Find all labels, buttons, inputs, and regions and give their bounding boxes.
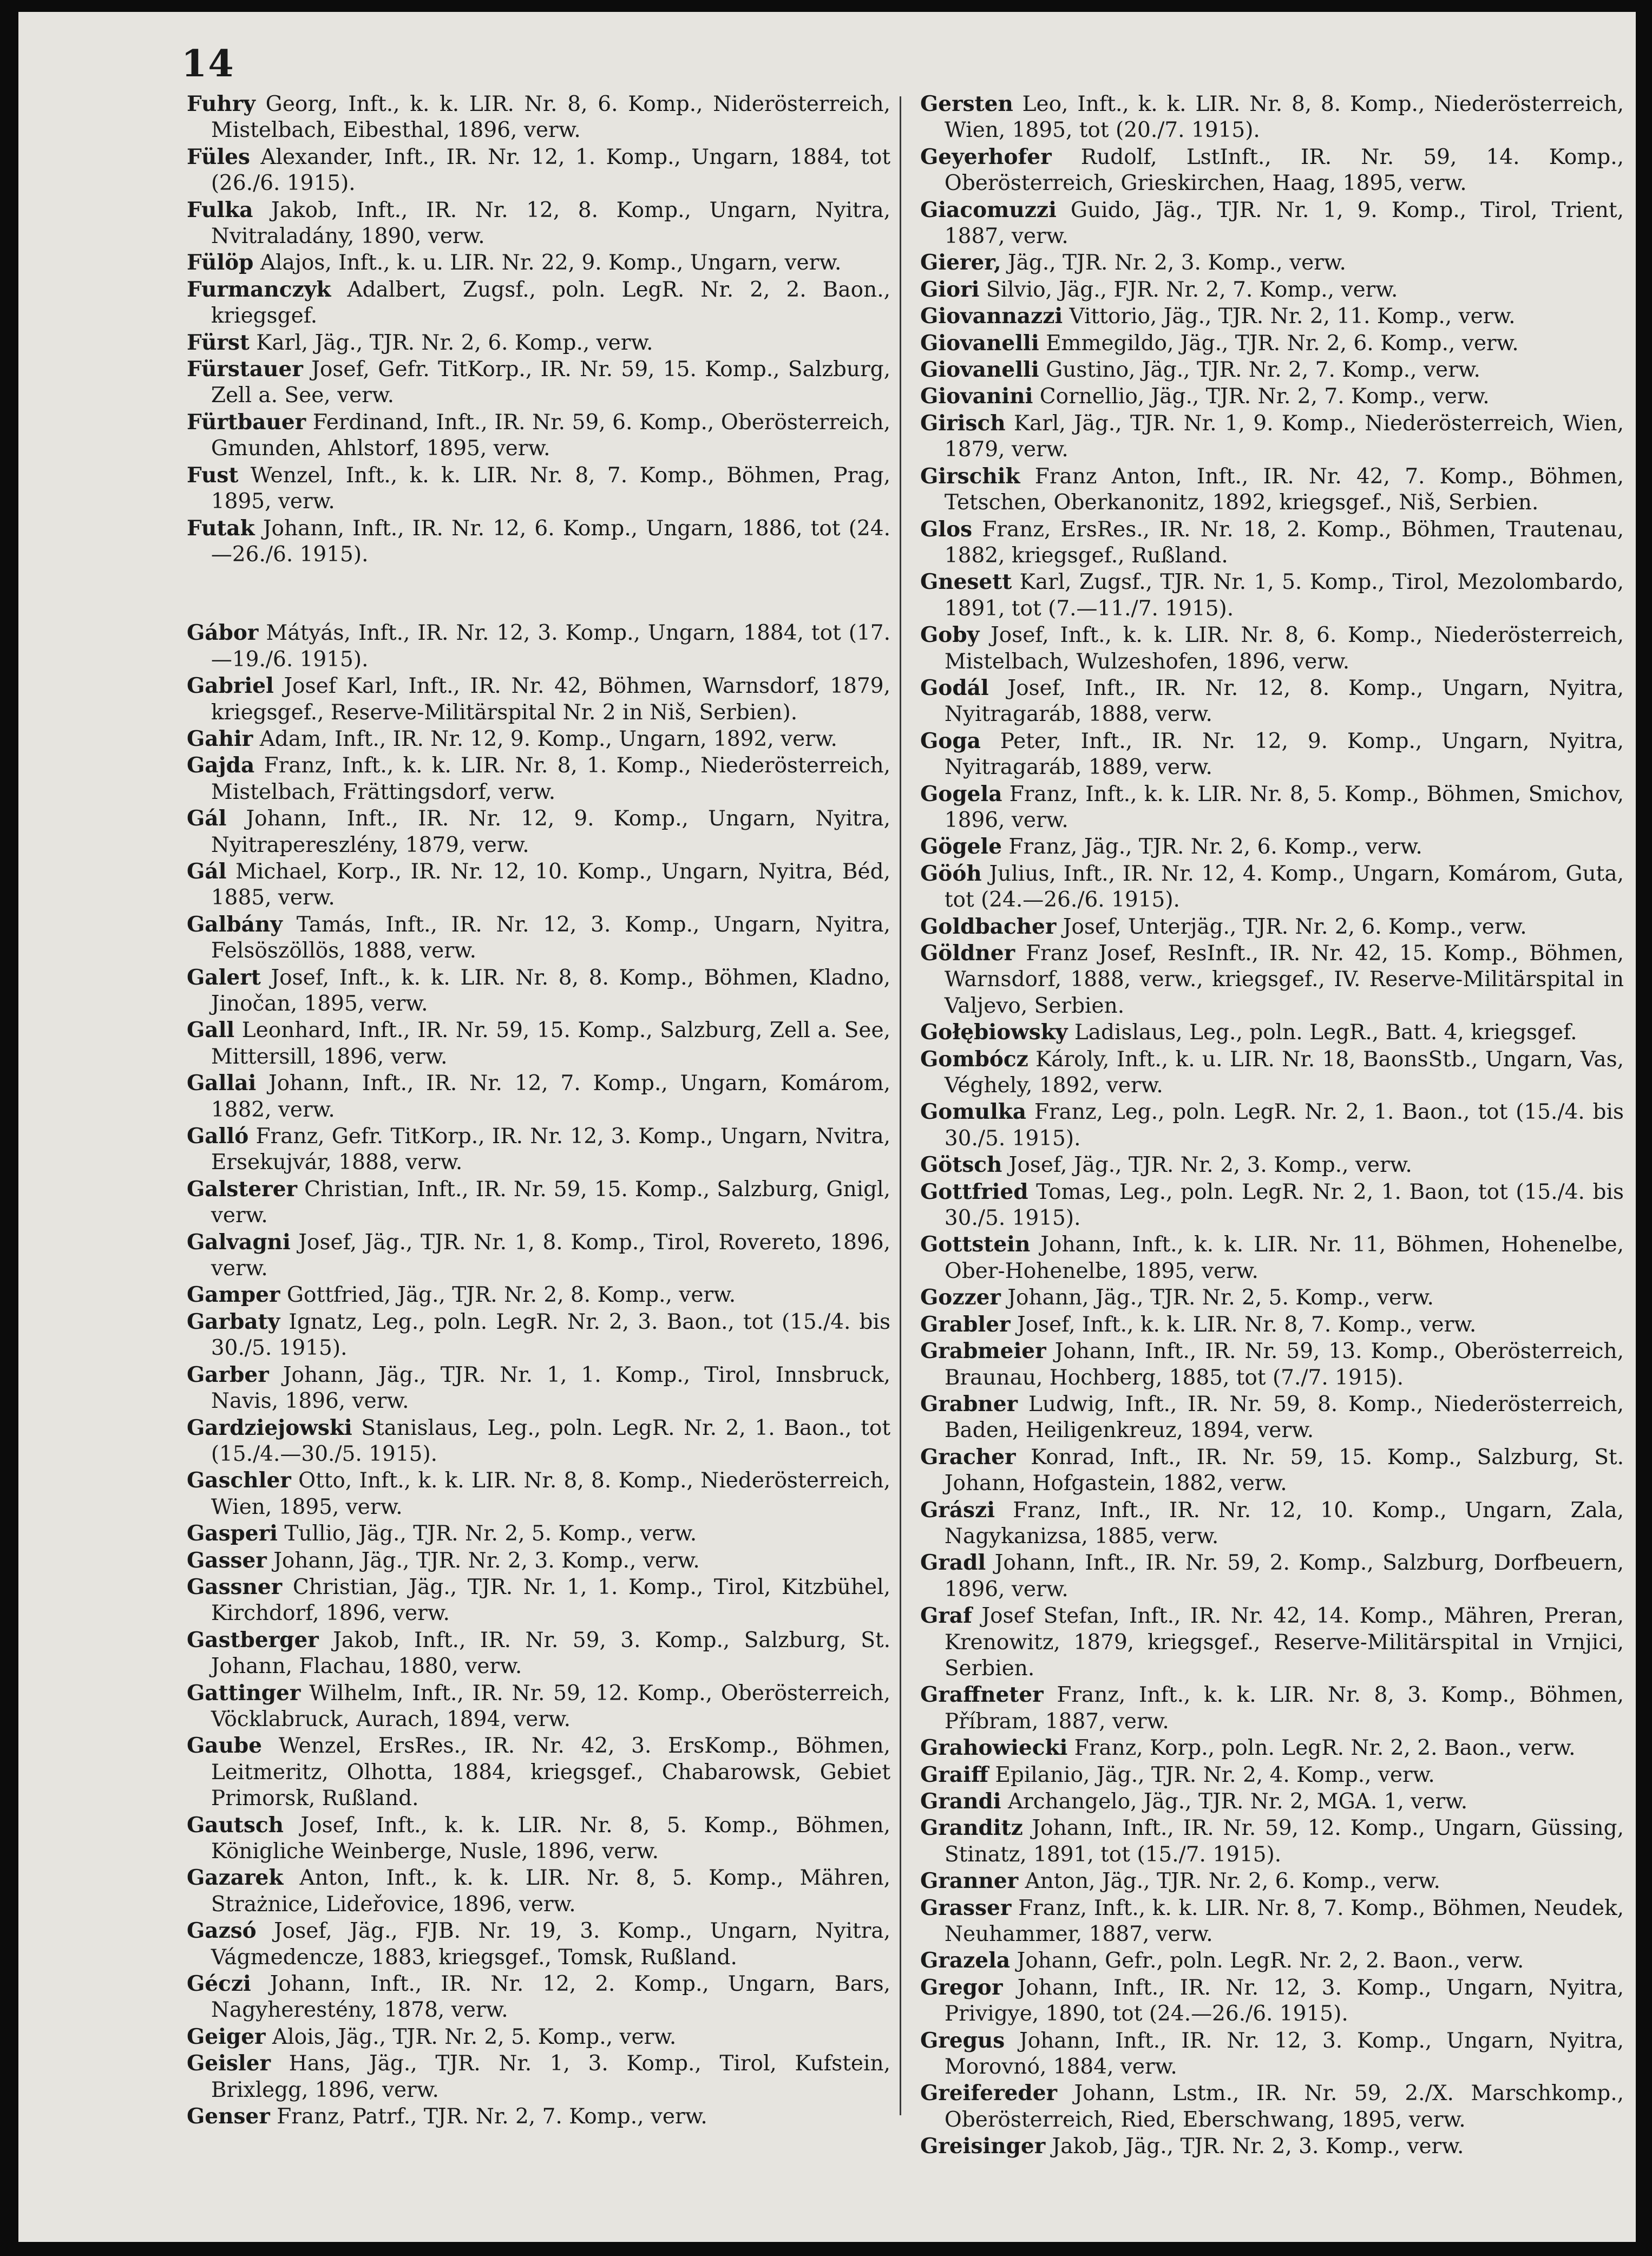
list-item [187,752,890,805]
list-item [920,1046,1624,1099]
surname: Gottfried [920,1179,1028,1204]
entry-details: Archangelo, Jäg., TJR. Nr. 2, MGA. 1, verw. [1001,1789,1468,1814]
surname: Giori [920,277,980,302]
entry-details: Franz Josef, ResInft., IR. Nr. 42, 15. Komp., Böhmen, Warnsdorf, 1888, verw., kriegsgef., IV. Reserve-Militärspital in Valjevo, Serbien. [944,941,1624,1018]
list-item [920,1550,1624,1603]
surname: Graiff [920,1762,988,1787]
surname: Galert [187,965,261,990]
surname: Gall [187,1018,235,1043]
list-item [187,1070,890,1123]
list-item [187,911,890,965]
surname: Gattinger [187,1680,301,1706]
entry-details: Franz, Inft., k. k. LIR. Nr. 8, 7. Komp., Böhmen, Neudek, Neuhammer, 1887, verw. [944,1896,1624,1947]
entry-details: Christian, Jäg., TJR. Nr. 1, 1. Komp., Tirol, Kitzbühel, Kirchdorf, 1896, verw. [211,1575,890,1626]
entry-details: Karl, Jäg., TJR. Nr. 2, 6. Komp., verw. [249,330,653,355]
list-item [187,805,890,858]
entry-details: Franz, Inft., k. k. LIR. Nr. 8, 5. Komp., Böhmen, Smichov, 1896, verw. [944,782,1624,832]
surname: Granditz [920,1815,1023,1841]
surname: Girisch [920,410,1006,436]
surname: Gazarek [187,1865,284,1891]
entry-details: Ladislaus, Leg., poln. LegR., Batt. 4, kriegsgef. [1067,1020,1577,1045]
list-item [187,409,890,462]
entry-details: Johann, Inft., IR. Nr. 59, 2. Komp., Salzburg, Dorfbeuern, 1896, verw. [944,1551,1624,1602]
surname: Glos [920,516,973,542]
entry-details: Ignatz, Leg., poln. LegR. Nr. 2, 3. Baon., tot (15./4. bis 30./5. 1915). [211,1309,890,1361]
surname: Fust [187,462,239,488]
surname: Greifereder [920,2081,1058,2106]
list-item [187,356,890,409]
entry-details: Tullio, Jäg., TJR. Nr. 2, 5. Komp., verw. [277,1522,697,1546]
surname: Granner [920,1868,1019,1894]
entry-details: Emmegildo, Jäg., TJR. Nr. 2, 6. Komp., verw. [1039,331,1519,356]
entry-details: Ferdinand, Inft., IR. Nr. 59, 6. Komp., Oberösterreich, Gmunden, Ahlstorf, 1895, verw. [211,410,890,461]
list-item [920,330,1624,357]
surname: Garbaty [187,1309,280,1334]
list-item [187,515,890,568]
list-item [920,675,1624,728]
list-item [920,1231,1624,1284]
surname: Futak [187,515,255,541]
entry-details: Anton, Inft., k. k. LIR. Nr. 8, 5. Komp., Mähren, Strażnice, Lideřovice, 1896, verw. [211,1866,890,1917]
surname: Grasser [920,1895,1012,1920]
list-item [187,197,890,250]
surname: Gombócz [920,1046,1028,1072]
entry-details: Franz Anton, Inft., IR. Nr. 42, 7. Komp., Böhmen, Tetschen, Oberkanonitz, 1892, kriegsgef., Niš, Serbien. [944,464,1624,515]
entry-details: Josef, Unterjäg., TJR. Nr. 2, 6. Komp., verw. [1056,914,1527,939]
entry-details: Georg, Inft., k. k. LIR. Nr. 8, 6. Komp., Niderösterreich, Mistelbach, Eibesthal, 1896, verw. [211,92,890,143]
list-item [920,516,1624,569]
entry-details: Franz, Inft., k. k. LIR. Nr. 8, 3. Komp., Böhmen, Příbram, 1887, verw. [944,1683,1624,1734]
surname: Graf [920,1603,972,1629]
surname: Geiger [187,2024,266,2049]
entry-details: Jakob, Jäg., TJR. Nr. 2, 3. Komp., verw. [1045,2134,1464,2159]
list-item [920,303,1624,330]
entry-details: Johann, Inft., IR. Nr. 12, 6. Komp., Ungarn, 1886, tot (24.—26./6. 1915). [211,516,890,567]
surname: Gozzer [920,1285,1001,1310]
entry-details: Wenzel, ErsRes., IR. Nr. 42, 3. ErsKomp., Böhmen, Leitmeritz, Olhotta, 1884, kriegsgef., Chabarowsk, Gebiet Primorsk, Rußland. [211,1734,890,1811]
list-item [920,1868,1624,1894]
entry-details: Alois, Jäg., TJR. Nr. 2, 5. Komp., verw. [265,2024,677,2049]
surname: Giovanini [920,384,1033,409]
entry-details: Julius, Inft., IR. Nr. 12, 4. Komp., Ungarn, Komárom, Guta, tot (24.—26./6. 1915). [944,861,1624,913]
list-item [920,1099,1624,1152]
list-item [920,1391,1624,1444]
entry-details: Josef, Inft., k. k. LIR. Nr. 8, 8. Komp., Böhmen, Kladno, Jinočan, 1895, verw. [211,965,890,1016]
surname: Gabriel [187,673,274,699]
list-item [187,1971,890,2024]
left-column [187,91,890,2130]
list-item [920,1152,1624,1178]
entry-details: Johann, Inft., k. k. LIR. Nr. 11, Böhmen, Hohenelbe, Ober-Hohenelbe, 1895, verw. [944,1232,1624,1283]
list-item [187,462,890,515]
list-item [187,2103,890,2130]
surname: Giovanelli [920,357,1039,383]
entry-details: Johann, Jäg., TJR. Nr. 2, 5. Komp., verw. [1000,1286,1434,1310]
list-item [187,1467,890,1520]
surname: Grabler [920,1311,1011,1337]
entry-details: Michael, Korp., IR. Nr. 12, 10. Komp., Ungarn, Nyitra, Béd, 1885, verw. [211,859,890,910]
surname: Gábor [187,620,259,646]
surname: Godál [920,675,989,700]
entry-details: Ludwig, Inft., IR. Nr. 59, 8. Komp., Niederösterreich, Baden, Heiligenkreuz, 1894, verw. [944,1392,1624,1443]
entry-details: Epilanio, Jäg., TJR. Nr. 2, 4. Komp., verw. [988,1762,1435,1787]
surname: Göldner [920,941,1015,966]
entry-details: Josef, Inft., k. k. LIR. Nr. 8, 6. Komp., Niederösterreich, Mistelbach, Wulzeshofen, 1896, verw. [944,623,1624,674]
surname: Gazsó [187,1918,257,1944]
surname: Gassner [187,1574,283,1599]
list-item [187,1865,890,1918]
list-item [920,1682,1624,1735]
list-item [187,1627,890,1680]
entry-details: Jakob, Inft., IR. Nr. 59, 3. Komp., Salzburg, St. Johann, Flachau, 1880, verw. [211,1628,890,1679]
list-item [920,2133,1624,2160]
surname: Götsch [920,1152,1002,1178]
list-item [920,410,1624,463]
entry-details: Josef, Jäg., FJB. Nr. 19, 3. Komp., Ungarn, Nyitra, Vágmedencze, 1883, kriegsgef., Tomsk, Rußland. [211,1919,890,1970]
list-item [187,726,890,752]
entry-details: Gustino, Jäg., TJR. Nr. 2, 7. Komp., verw. [1039,358,1480,383]
list-item [187,858,890,911]
entry-details: Cornellio, Jäg., TJR. Nr. 2, 7. Komp., verw. [1033,384,1490,409]
surname: Giacomuzzi [920,197,1057,222]
surname: Gersten [920,91,1013,116]
surname: Gardziejowski [187,1415,352,1440]
entry-details: Franz, Leg., poln. LegR. Nr. 2, 1. Baon., tot (15./4. bis 30./5. 1915). [944,1100,1624,1151]
list-item [187,2050,890,2103]
entry-details: Guido, Jäg., TJR. Nr. 1, 9. Komp., Tirol, Trient, 1887, verw. [944,198,1624,249]
entry-details: Wilhelm, Inft., IR. Nr. 59, 12. Komp., Oberösterreich, Vöcklabruck, Aurach, 1894, verw. [211,1681,890,1732]
list-item [187,144,890,197]
list-item [920,834,1624,860]
entry-details: Adalbert, Zugsf., poln. LegR. Nr. 2, 2. Baon., kriegsgef. [211,277,890,329]
entry-details: Johann, Jäg., TJR. Nr. 2, 3. Komp., verw. [266,1548,700,1573]
entry-details: Silvio, Jäg., FJR. Nr. 2, 7. Komp., verw. [979,277,1398,302]
list-item [920,144,1624,197]
list-item [187,1415,890,1468]
surname: Gál [187,806,227,831]
surname: Gracher [920,1444,1016,1470]
list-item [920,1019,1624,1046]
list-item [920,1788,1624,1815]
entry-details: Karl, Jäg., TJR. Nr. 1, 9. Komp., Niederösterreich, Wien, 1879, verw. [944,411,1624,462]
list-item [187,1309,890,1362]
entry-details: Otto, Inft., k. k. LIR. Nr. 8, 8. Komp., Niederösterreich, Wien, 1895, verw. [211,1468,890,1519]
entry-details: Hans, Jäg., TJR. Nr. 1, 3. Komp., Tirol, Kufstein, Brixlegg, 1896, verw. [211,2051,890,2102]
list-item [920,622,1624,675]
list-item [187,277,890,330]
list-item [920,1497,1624,1550]
list-item [920,1735,1624,1761]
list-item [920,940,1624,1019]
surname: Galló [187,1124,249,1149]
surname: Gaube [187,1733,263,1759]
surname: Gogela [920,781,1002,806]
entry-details: Franz, Inft., k. k. LIR. Nr. 8, 1. Komp., Niederösterreich, Mistelbach, Frättingsdorf, verw. [211,753,890,804]
entry-details: Josef Stefan, Inft., IR. Nr. 42, 14. Komp., Mähren, Preran, Krenowitz, 1879, kriegsgef., Reserve-Militärspital in Vrnjici, Serbien. [944,1604,1624,1681]
list-item [920,1284,1624,1311]
list-item [920,383,1624,410]
list-item [920,250,1624,276]
page-number: 14 [181,42,235,86]
list-item [920,1311,1624,1338]
list-item [920,1179,1624,1232]
entry-details: Josef, Inft., k. k. LIR. Nr. 8, 7. Komp., verw. [1010,1312,1477,1337]
entry-details: Johann, Inft., IR. Nr. 12, 3. Komp., Ungarn, Nyitra, Morovnó, 1884, verw. [944,2028,1624,2080]
entry-details: Christian, Inft., IR. Nr. 59, 15. Komp., Salzburg, Gnigl, verw. [211,1177,890,1228]
list-item [920,728,1624,781]
entry-details: Jäg., TJR. Nr. 2, 3. Komp., verw. [1001,251,1346,276]
entry-details: Josef, Jäg., TJR. Nr. 1, 8. Komp., Tirol, Rovereto, 1896, verw. [211,1230,890,1281]
surname: Girschik [920,463,1020,489]
entry-details: Peter, Inft., IR. Nr. 12, 9. Komp., Ungarn, Nyitra, Nyitragaráb, 1889, verw. [944,729,1624,780]
surname: Gögele [920,834,1002,860]
surname: Giovannazzi [920,304,1063,329]
right-column [920,91,1624,2160]
entry-details: Josef, Inft., IR. Nr. 12, 8. Komp., Ungarn, Nyitra, Nyitragaráb, 1888, verw. [944,676,1624,727]
surname: Furmanczyk [187,277,331,302]
list-item [187,1680,890,1733]
surname: Gregus [920,2028,1005,2053]
list-item [187,1123,890,1176]
list-item [187,965,890,1018]
surname: Graffneter [920,1682,1044,1708]
list-item [920,1815,1624,1868]
entry-details: Johann, Inft., IR. Nr. 12, 7. Komp., Ungarn, Komárom, 1882, verw. [211,1071,890,1122]
list-item [920,569,1624,622]
surname: Grandi [920,1789,1001,1814]
entry-details: Wenzel, Inft., k. k. LIR. Nr. 8, 7. Komp., Böhmen, Prag, 1895, verw. [211,463,890,514]
surname: Giovanelli [920,330,1039,356]
list-item [187,91,890,144]
surname: Gál [187,858,227,884]
entry-details: Johann, Inft., IR. Nr. 59, 13. Komp., Oberösterreich, Braunau, Hochberg, 1885, tot (7./7. 1915). [944,1339,1624,1390]
surname: Géczi [187,1971,251,1997]
entry-details: Rudolf, LstInft., IR. Nr. 59, 14. Komp., Oberösterreich, Grieskirchen, Haag, 1895, verw. [944,145,1624,196]
surname: Garber [187,1362,269,1387]
list-item [920,781,1624,834]
entry-details: Johann, Inft., IR. Nr. 59, 12. Komp., Ungarn, Güssing, Stinatz, 1891, tot (15./7. 1915). [944,1816,1624,1867]
surname: Gomulka [920,1099,1027,1125]
surname: Gaschler [187,1468,291,1493]
surname: Gautsch [187,1812,284,1838]
surname: Gasser [187,1547,267,1573]
list-item [920,357,1624,383]
surname: Gierer, [920,250,1001,276]
surname: Fürtbauer [187,409,306,435]
list-item [920,1947,1624,1974]
list-item [920,1762,1624,1788]
list-item [187,1017,890,1070]
surname: Fülöp [187,250,254,276]
list-item [920,2080,1624,2133]
surname: Grazela [920,1948,1011,1973]
entry-details: Leonhard, Inft., IR. Nr. 59, 15. Komp., Salzburg, Zell a. See, Mittersill, 1896, verw. [211,1018,890,1069]
entry-details: Josef, Inft., k. k. LIR. Nr. 8, 5. Komp., Böhmen, Königliche Weinberge, Nusle, 1896, verw. [211,1813,890,1864]
list-item [187,1229,890,1282]
entry-details: Josef, Jäg., TJR. Nr. 2, 3. Komp., verw. [1002,1153,1412,1178]
entry-details: Josef Karl, Inft., IR. Nr. 42, Böhmen, Warnsdorf, 1879, kriegsgef., Reserve-Militärspital Nr. 2 in Niš, Serbien). [211,674,890,725]
surname: Galbány [187,911,283,937]
list-item [920,914,1624,940]
surname: Goga [920,728,981,753]
list-item [187,1176,890,1229]
surname: Gastberger [187,1627,319,1652]
entry-details: Gottfried, Jäg., TJR. Nr. 2, 8. Komp., verw. [280,1283,736,1308]
surname: Fürstauer [187,357,303,382]
entry-details: Vittorio, Jäg., TJR. Nr. 2, 11. Komp., verw. [1063,304,1516,329]
surname: Gamper [187,1282,280,1308]
entry-details: Tomas, Leg., poln. LegR. Nr. 2, 1. Baon, tot (15./4. bis 30./5. 1915). [944,1179,1624,1231]
surname: Gołębiowsky [920,1020,1068,1045]
list-item [920,277,1624,303]
entry-details: Johann, Jäg., TJR. Nr. 1, 1. Komp., Tirol, Innsbruck, Navis, 1896, verw. [211,1362,890,1414]
entry-details: Johann, Lstm., IR. Nr. 59, 2./X. Marschkomp., Oberösterreich, Ried, Eberschwang, 1895, verw. [944,2081,1624,2132]
list-item [187,330,890,356]
list-item [920,463,1624,516]
entry-details: Alajos, Inft., k. u. LIR. Nr. 22, 9. Komp., Ungarn, verw. [253,251,842,276]
surname: Genser [187,2104,270,2129]
list-item [187,2024,890,2050]
surname: Galsterer [187,1176,298,1202]
surname: Goby [920,622,980,648]
entry-details: Johann, Inft., IR. Nr. 12, 2. Komp., Ungarn, Bars, Nagyherestény, 1878, verw. [211,1972,890,2023]
entry-details: Franz, Jäg., TJR. Nr. 2, 6. Komp., verw. [1002,835,1422,860]
surname: Göóh [920,861,982,886]
entry-details: Konrad, Inft., IR. Nr. 59, 15. Komp., Salzburg, St. Johann, Hofgastein, 1882, verw. [944,1445,1624,1496]
surname: Geisler [187,2051,271,2076]
list-item [920,197,1624,250]
list-item [920,1603,1624,1682]
entry-details: Franz, Gefr. TitKorp., IR. Nr. 12, 3. Komp., Ungarn, Nvitra, Ersekujvár, 1888, verw. [211,1124,890,1175]
entry-details: Franz, Patrf., TJR. Nr. 2, 7. Komp., verw. [270,2104,707,2129]
surname: Gahir [187,726,253,751]
surname: Geyerhofer [920,144,1052,169]
surname: Fürst [187,330,250,355]
list-item [187,1282,890,1308]
list-item [920,91,1624,144]
entry-details: Mátyás, Inft., IR. Nr. 12, 3. Komp., Ungarn, 1884, tot (17.—19./6. 1915). [211,621,890,672]
surname: Gregor [920,1975,1003,2000]
list-item [187,673,890,726]
list-item [920,861,1624,914]
surname: Fulka [187,197,253,222]
column-divider [900,96,901,2115]
surname: Füles [187,144,250,169]
entry-details: Johann, Gefr., poln. LegR. Nr. 2, 2. Baon., verw. [1010,1949,1524,1973]
entry-details: Johann, Inft., IR. Nr. 12, 9. Komp., Ungarn, Nyitra, Nyitrapereszlény, 1879, verw. [211,806,890,857]
entry-details: Karl, Zugsf., TJR. Nr. 1, 5. Komp., Tirol, Mezolombardo, 1891, tot (7.—11./7. 1915). [944,570,1624,621]
list-item [187,1812,890,1865]
surname: Gajda [187,753,255,778]
list-item [187,1733,890,1812]
entry-details: Tamás, Inft., IR. Nr. 12, 3. Komp., Ungarn, Nyitra, Felsöszöllös, 1888, verw. [211,912,890,963]
surname: Gnesett [920,569,1012,595]
entry-details: Stanislaus, Leg., poln. LegR. Nr. 2, 1. Baon., tot (15./4.—30./5. 1915). [211,1415,890,1466]
surname: Fuhry [187,91,255,116]
entry-details: Károly, Inft., k. u. LIR. Nr. 18, BaonsStb., Ungarn, Vas, Véghely, 1892, verw. [944,1047,1624,1098]
entry-details: Anton, Jäg., TJR. Nr. 2, 6. Komp., verw. [1018,1869,1440,1894]
list-item [187,1520,890,1547]
list-item [920,1444,1624,1497]
list-item [187,1362,890,1415]
surname: Gottstein [920,1232,1031,1257]
list-item [920,1895,1624,1948]
entry-details: Alexander, Inft., IR. Nr. 12, 1. Komp., Ungarn, 1884, tot (26./6. 1915). [211,145,890,196]
surname: Gallai [187,1071,257,1096]
entry-details: Franz, Inft., IR. Nr. 12, 10. Komp., Ungarn, Zala, Nagykanizsa, 1885, verw. [944,1498,1624,1549]
surname: Grabmeier [920,1339,1046,1364]
surname: Grabner [920,1391,1018,1416]
entry-details: Franz, Korp., poln. LegR. Nr. 2, 2. Baon., verw. [1067,1736,1576,1761]
list-item [187,1918,890,1971]
surname: Greisinger [920,2134,1046,2159]
entry-details: Johann, Inft., IR. Nr. 12, 3. Komp., Ungarn, Nyitra, Privigye, 1890, tot (24.—26./6. 1915). [944,1975,1624,2027]
entry-details: Josef, Gefr. TitKorp., IR. Nr. 59, 15. Komp., Salzburg, Zell a. See, verw. [211,357,890,408]
surname: Gradl [920,1550,986,1576]
list-item [187,1547,890,1574]
list-item [920,1338,1624,1391]
entry-details: Jakob, Inft., IR. Nr. 12, 8. Komp., Ungarn, Nyitra, Nvitraladány, 1890, verw. [211,198,890,249]
list-item [920,1975,1624,2028]
list-item [187,1574,890,1627]
surname: Gasperi [187,1521,278,1546]
list-item [187,620,890,673]
section-gap [187,568,890,620]
surname: Goldbacher [920,914,1057,939]
surname: Grászi [920,1497,995,1523]
list-item [920,2028,1624,2081]
entry-details: Adam, Inft., IR. Nr. 12, 9. Komp., Ungarn, 1892, verw. [253,726,837,751]
list-item [187,250,890,276]
surname: Grahowiecki [920,1735,1068,1761]
entry-details: Franz, ErsRes., IR. Nr. 18, 2. Komp., Böhmen, Trautenau, 1882, kriegsgef., Rußland. [944,517,1624,568]
surname: Galvagni [187,1229,291,1255]
entry-details: Leo, Inft., k. k. LIR. Nr. 8, 8. Komp., Niederösterreich, Wien, 1895, tot (20./7. 1915). [944,92,1624,143]
